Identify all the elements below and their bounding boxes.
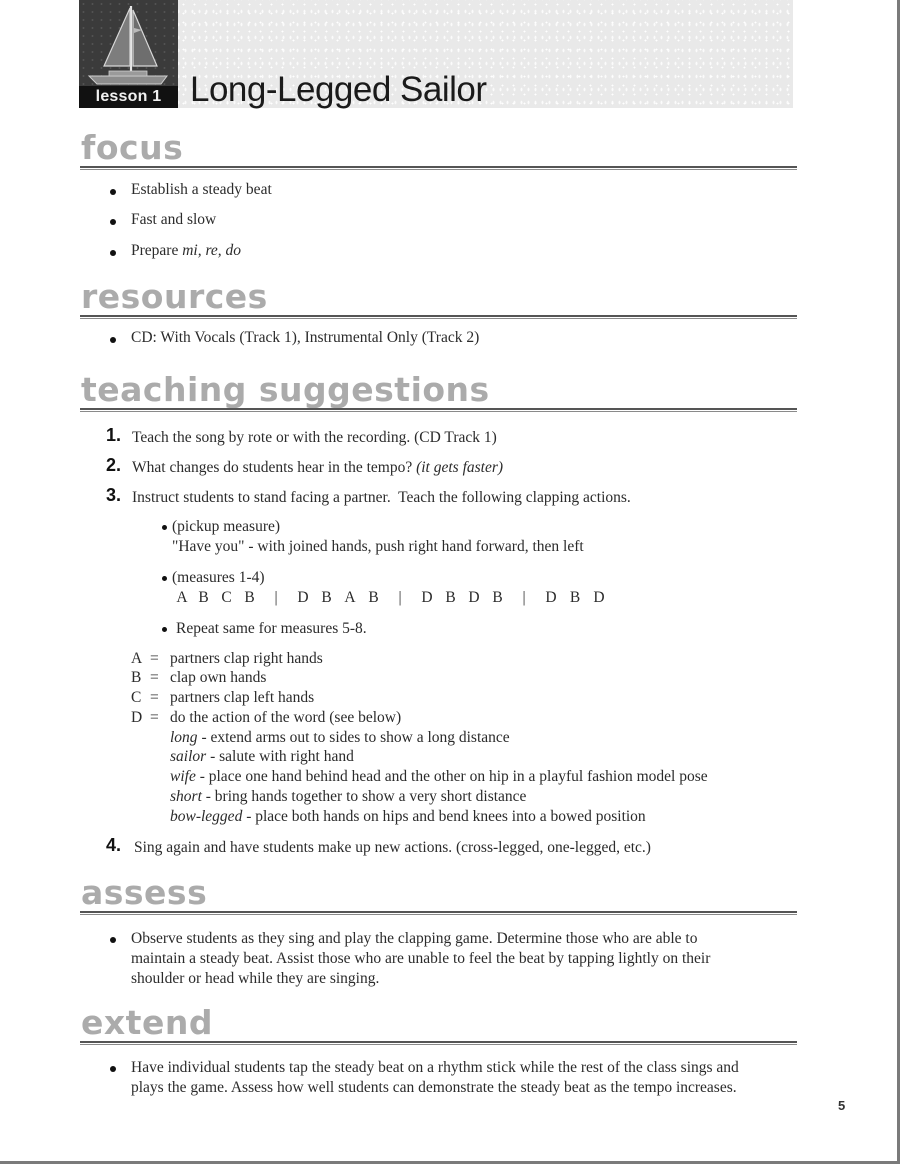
bullet-icon: [110, 1066, 116, 1072]
key-equals: =: [150, 669, 159, 686]
bullet-icon: [110, 937, 116, 943]
lesson-label: lesson 1: [79, 86, 178, 108]
assess-line: Observe students as they sing and play the clapping game. Determine those who are able to: [131, 930, 698, 947]
sub-bullet-label: (measures 1-4): [172, 569, 265, 586]
focus-item: [131, 242, 241, 260]
section-heading-assess: assess: [81, 873, 208, 912]
action-desc: - salute with right hand: [206, 748, 354, 765]
section-divider: [80, 1041, 797, 1045]
action-desc: - place both hands on hips and bend knees into a bowed position: [242, 808, 646, 825]
bullet-icon: [110, 219, 116, 225]
step-number: 4.: [106, 835, 122, 855]
clap-letter: D: [545, 589, 557, 606]
lesson-badge: [79, 0, 178, 108]
bullet-icon: [162, 525, 167, 530]
bullet-icon: [162, 627, 167, 632]
clap-sequence: [172, 589, 611, 607]
section-divider: [80, 315, 797, 319]
key-letter: C: [131, 689, 142, 706]
step-text: Sing again and have students make up new actions. (cross-legged, one-legged, etc.): [134, 839, 651, 856]
assess-line: shoulder or head while they are singing.: [131, 970, 380, 987]
clap-letter: B: [321, 589, 332, 606]
section-heading-extend: extend: [81, 1003, 213, 1042]
clap-letter: D: [593, 589, 605, 606]
step-text: Instruct students to stand facing a partner. Teach the following clapping actions.: [132, 489, 631, 506]
key-desc: partners clap right hands: [170, 650, 323, 667]
bullet-icon: [162, 576, 167, 581]
step-text: Teach the song by rote or with the recording. (CD Track 1): [132, 429, 497, 446]
clap-letter: A: [344, 589, 356, 606]
focus-item: Fast and slow: [131, 211, 217, 228]
section-heading-teaching: teaching suggestions: [81, 370, 490, 409]
clap-letter: B: [492, 589, 503, 606]
assess-line: maintain a steady beat. Assist those who are unable to feel the beat by tapping lightly on their: [131, 950, 711, 967]
clap-letter: B: [244, 589, 255, 606]
clap-letter: B: [368, 589, 379, 606]
page-number: 5: [838, 1098, 846, 1113]
bullet-icon: [110, 250, 116, 256]
step-question: What changes do students hear in the tempo?: [132, 459, 417, 476]
word-action: [170, 768, 708, 786]
key-letter: A: [131, 650, 143, 667]
extend-line: Have individual students tap the steady beat on a rhythm stick while the rest of the class sings and: [131, 1059, 739, 1076]
focus-item: Establish a steady beat: [131, 181, 272, 198]
clap-letter: D: [297, 589, 309, 606]
key-equals: =: [150, 689, 159, 706]
sub-bullet-label: (pickup measure): [172, 518, 281, 535]
clap-letter: B: [569, 589, 581, 606]
step-number: 3.: [106, 485, 122, 505]
section-heading-resources: resources: [81, 277, 268, 316]
sub-bullet-label: Repeat same for measures 5-8.: [176, 620, 367, 637]
sailboat-icon: [79, 0, 178, 86]
bullet-icon: [110, 189, 116, 195]
action-desc: - bring hands together to show a very short distance: [201, 788, 527, 805]
word-action: [170, 808, 646, 826]
key-equals: =: [150, 650, 159, 667]
clap-letter: D: [468, 589, 480, 606]
action-desc: - extend arms out to sides to show a long distance: [197, 729, 510, 746]
word-action: [170, 788, 526, 806]
step-text: [132, 459, 503, 477]
clap-letter: C: [221, 589, 232, 606]
key-desc: partners clap left hands: [170, 689, 315, 706]
action-desc: - place one hand behind head and the other on hip in a playful fashion model pose: [195, 768, 708, 785]
action-word: short: [170, 788, 202, 805]
section-divider: [80, 166, 797, 170]
page-title: Long-Legged Sailor: [190, 70, 487, 109]
resource-item: CD: With Vocals (Track 1), Instrumental Only (Track 2): [131, 329, 480, 346]
bar-line: |: [522, 589, 526, 606]
word-action: [170, 729, 510, 747]
clap-letter: B: [198, 589, 209, 606]
extend-line: plays the game. Assess how well students can demonstrate the steady beat as the tempo increases.: [131, 1079, 737, 1096]
clap-letter: A: [176, 589, 188, 606]
section-divider: [80, 408, 797, 412]
key-desc: clap own hands: [170, 669, 267, 686]
action-word: long: [170, 729, 198, 746]
section-divider: [80, 911, 797, 915]
bar-line: |: [398, 589, 402, 606]
bar-line: |: [274, 589, 278, 606]
key-letter: D: [131, 709, 143, 726]
section-heading-focus: focus: [81, 128, 184, 167]
step-number: 1.: [106, 425, 122, 445]
key-desc: do the action of the word (see below): [170, 709, 402, 726]
solfege-text: mi, re, do: [182, 242, 242, 259]
focus-item-text: Prepare: [131, 242, 183, 259]
clap-letter: B: [445, 589, 456, 606]
step-number: 2.: [106, 455, 122, 475]
action-word: wife: [170, 768, 196, 785]
word-action: [170, 748, 354, 766]
key-letter: B: [131, 669, 142, 686]
key-equals: =: [150, 709, 159, 726]
action-word: sailor: [170, 748, 207, 765]
sub-bullet-detail: "Have you" - with joined hands, push right hand forward, then left: [172, 538, 584, 555]
action-word: bow-legged: [170, 808, 243, 825]
step-answer: (it gets faster): [416, 459, 504, 476]
clap-letter: D: [421, 589, 433, 606]
bullet-icon: [110, 337, 116, 343]
